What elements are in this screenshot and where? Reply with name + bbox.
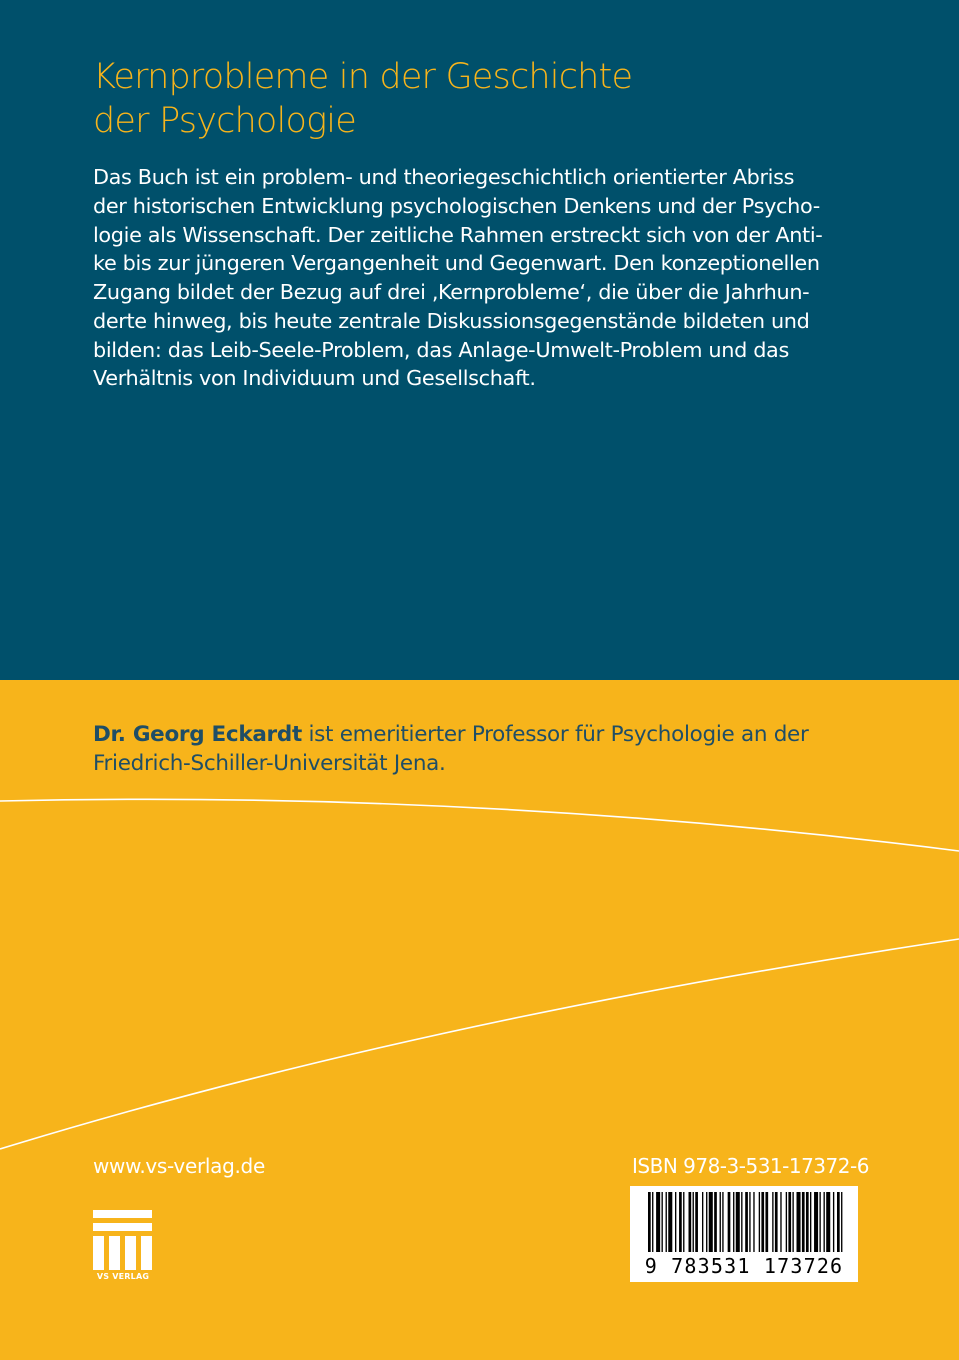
barcode-bar (797, 1192, 801, 1252)
blurb-line: der historischen Entwicklung psychologischen Denkens und der Psycho- (93, 193, 820, 218)
blurb-line: derte hinweg, bis heute zentrale Diskussionsgegenstände bildeten und (93, 308, 810, 333)
barcode-bar (749, 1192, 750, 1252)
barcode-bar (675, 1192, 676, 1252)
barcode-bar (814, 1192, 818, 1252)
decorative-curve-lower (0, 939, 959, 1149)
barcode-bar (788, 1192, 791, 1252)
blurb-line: Zugang bildet der Bezug auf drei ‚Kernprobleme‘, die über die Jahrhun- (93, 280, 810, 304)
author-bio-line: Friedrich-Schiller-Universität Jena. (93, 751, 446, 776)
barcode-bar (753, 1192, 754, 1252)
barcode-bar (714, 1192, 717, 1252)
barcode-bar (786, 1192, 787, 1252)
barcode-bar (722, 1192, 723, 1252)
barcode-bar (780, 1192, 781, 1252)
barcode-bar (693, 1192, 694, 1252)
barcode-bar (695, 1192, 698, 1252)
barcode-bar (761, 1192, 764, 1252)
barcode-bar (652, 1192, 653, 1252)
publisher-logo-icon (93, 1210, 153, 1270)
barcode (630, 1186, 858, 1282)
barcode-bar (683, 1192, 684, 1252)
barcode-bar (765, 1192, 768, 1252)
barcode-bar (679, 1192, 682, 1252)
barcode-bar (728, 1192, 731, 1252)
barcode-bar (841, 1192, 842, 1252)
barcode-bar (689, 1192, 692, 1252)
barcode-bar (833, 1192, 834, 1252)
barcode-bar (656, 1192, 660, 1252)
barcode-bar (745, 1192, 748, 1252)
book-title-line: Kernprobleme in der Geschichte (93, 57, 633, 97)
author-name: Dr. Georg Eckardt (93, 722, 302, 747)
barcode-bar (810, 1192, 811, 1252)
barcode-bar (666, 1192, 667, 1252)
blurb-line: Das Buch ist ein problem- und theoriegeschichtlich orientierter Abriss (93, 165, 795, 189)
barcode-bar (826, 1192, 830, 1252)
barcode-bar (733, 1192, 734, 1252)
barcode-bar (706, 1192, 707, 1252)
blurb-line: ke bis zur jüngeren Vergangenheit und Gegenwart. Den konzeptionellen (93, 251, 820, 276)
barcode-bar (824, 1192, 825, 1252)
isbn-label: ISBN 978-3-531-17372-6 (632, 1154, 869, 1178)
barcode-bar (819, 1192, 820, 1252)
barcode-bar (775, 1192, 778, 1252)
book-title-line: der Psychologie (93, 101, 356, 141)
barcode-bar (792, 1192, 793, 1252)
barcode-bar (736, 1192, 740, 1252)
publisher-logo-text: VS VERLAG (96, 1272, 150, 1281)
blurb-line: bilden: das Leib-Seele-Problem, das Anlage-Umwelt-Problem und das (93, 337, 789, 362)
barcode-bar (741, 1192, 742, 1252)
barcode-bar (662, 1192, 663, 1252)
decorative-curve-upper (0, 799, 959, 851)
barcode-bars-icon (630, 1186, 858, 1256)
author-bio-text: ist emeritierter Professor für Psychologie an der (301, 722, 809, 747)
author-bio-line (93, 720, 893, 749)
blurb-line: logie als Wissenschaft. Der zeitliche Rahmen erstreckt sich von der Anti- (93, 222, 823, 247)
barcode-bar (720, 1192, 721, 1252)
barcode-bar (837, 1192, 840, 1252)
barcode-bar (759, 1192, 760, 1252)
author-bio (93, 720, 893, 778)
barcode-bar (802, 1192, 805, 1252)
barcode-bar (709, 1192, 713, 1252)
barcode-bar (668, 1192, 672, 1252)
barcode-bar (648, 1192, 651, 1252)
barcode-bar (702, 1192, 703, 1252)
barcode-number: 9 783531 173726 (644, 1254, 844, 1278)
barcode-bar (806, 1192, 809, 1252)
publisher-url[interactable]: www.vs-verlag.de (93, 1154, 265, 1178)
barcode-bar (772, 1192, 773, 1252)
blurb-line: Verhältnis von Individuum und Gesellschaft. (93, 366, 536, 391)
